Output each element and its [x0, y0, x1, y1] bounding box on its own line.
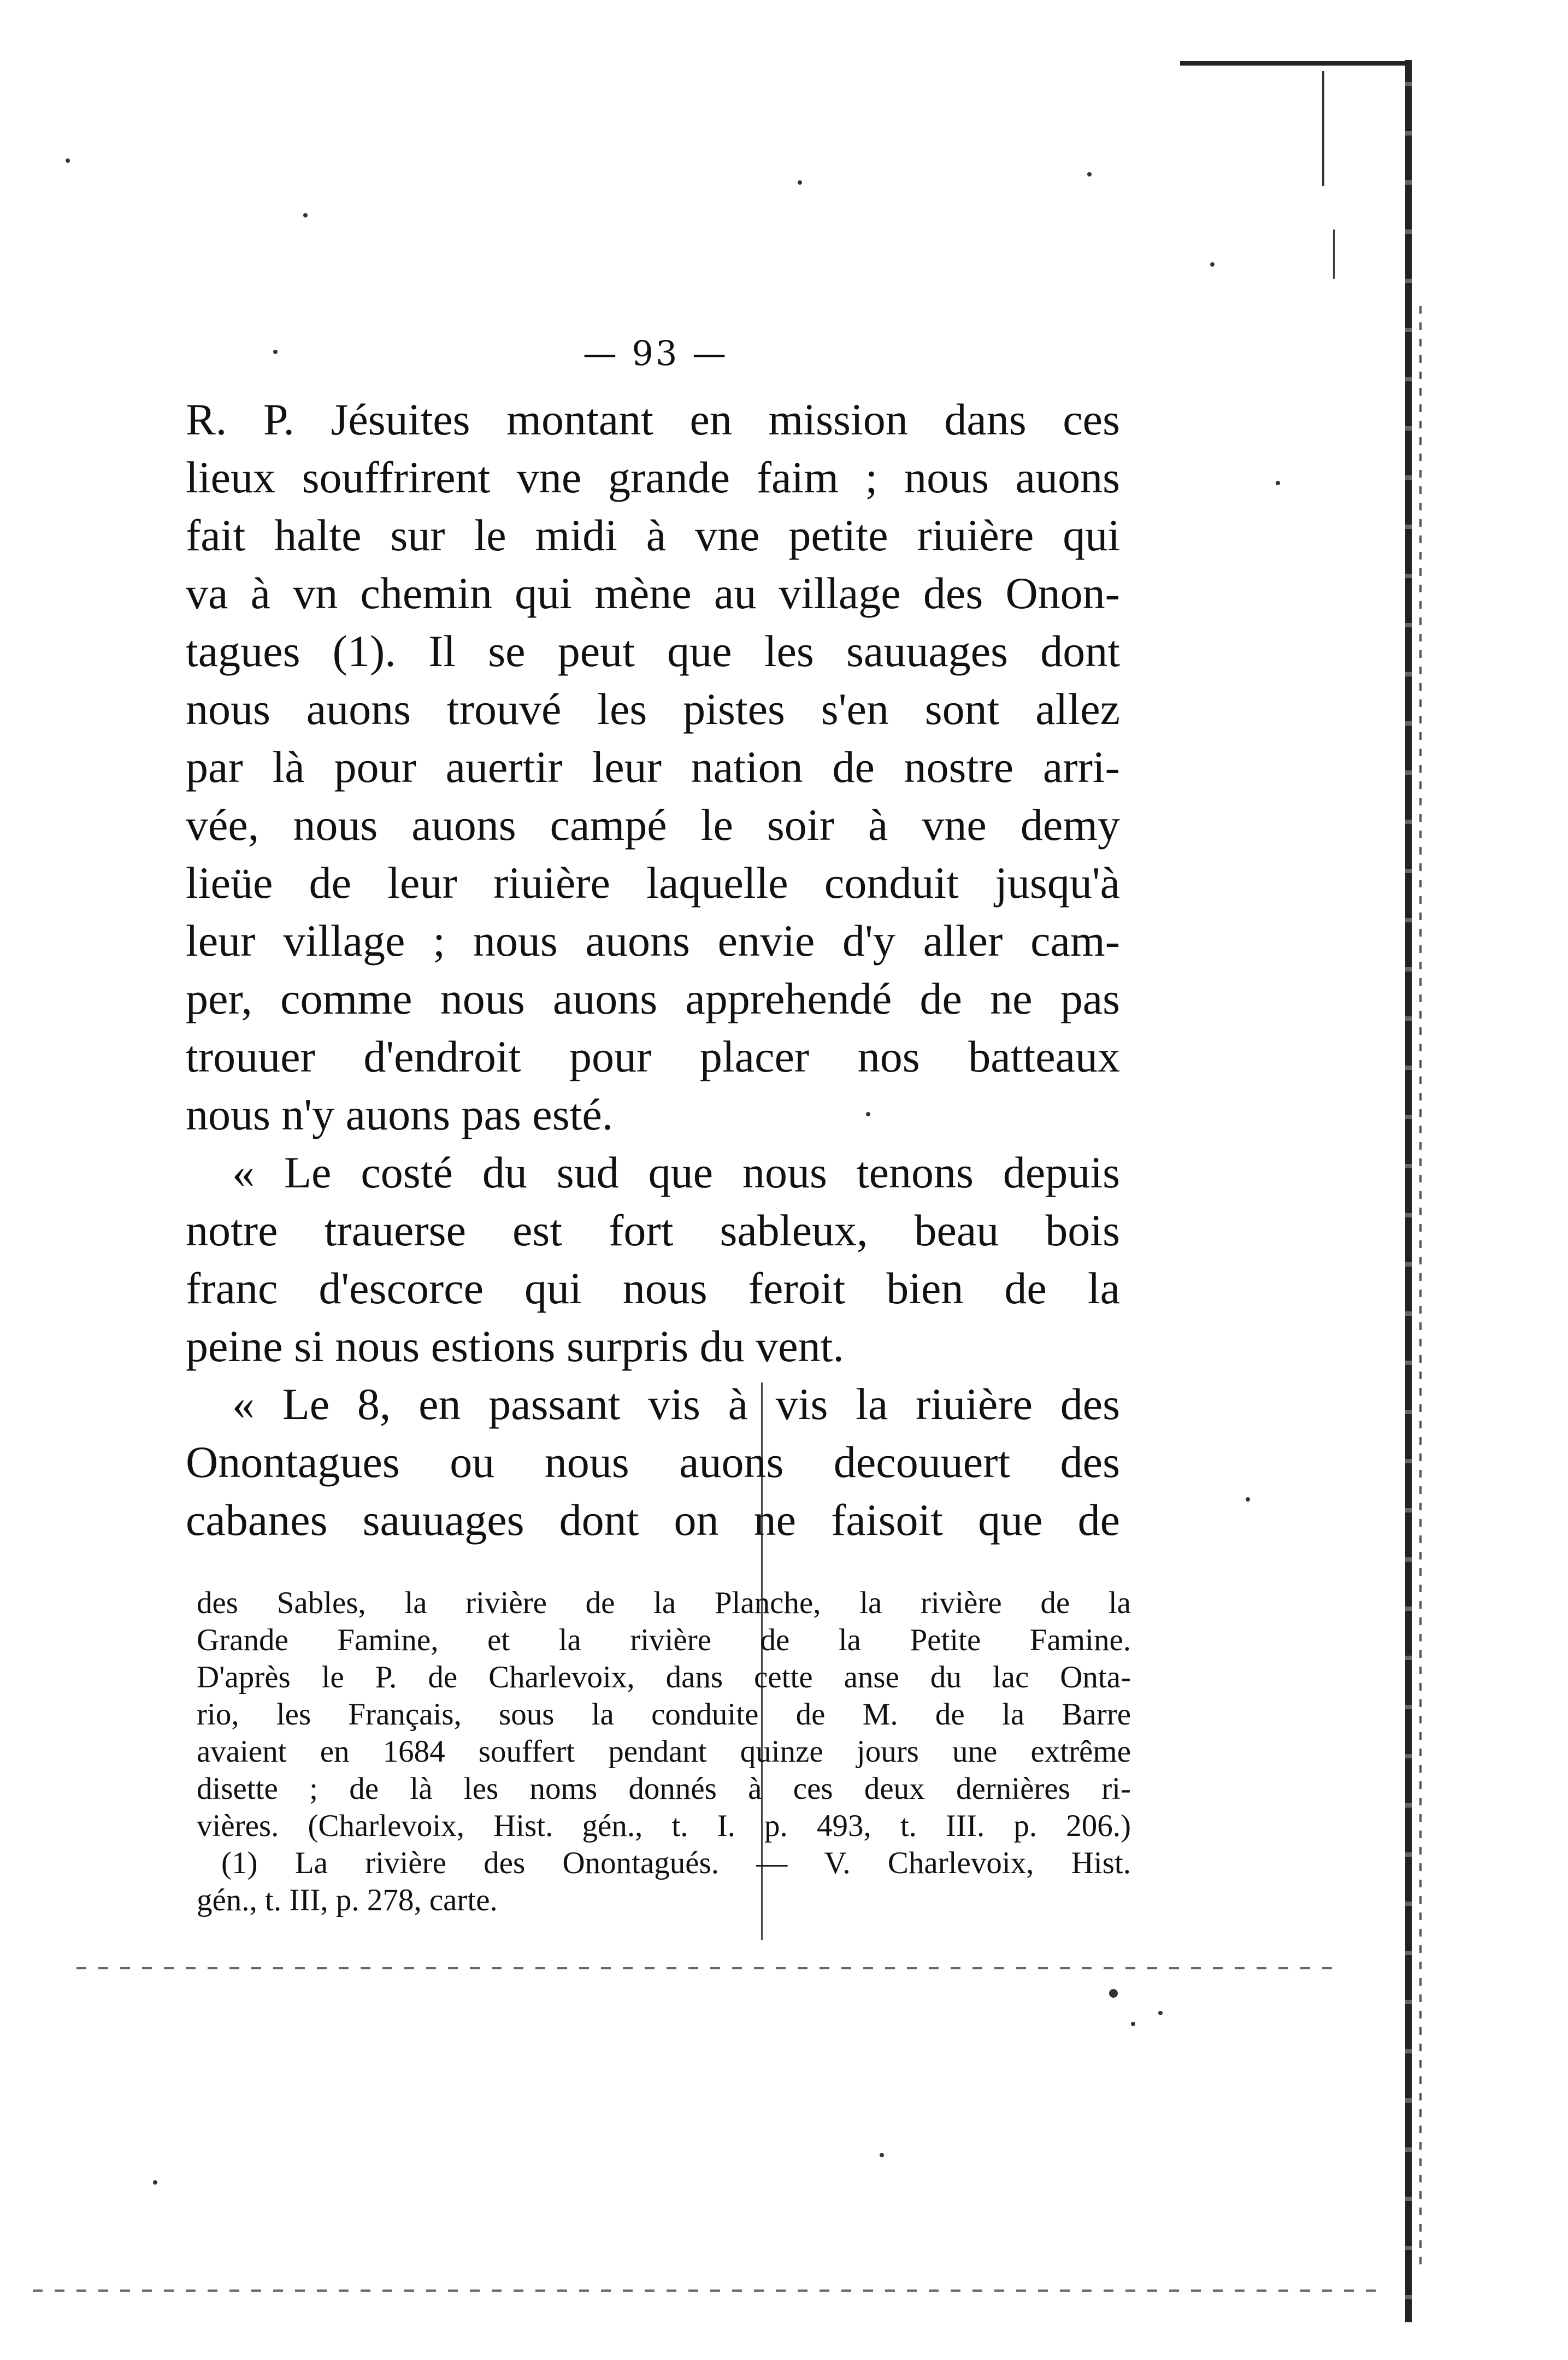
- text-line: per, comme nous auons apprehendé de ne pas: [186, 974, 1120, 1023]
- scan-speck: [1109, 1989, 1118, 1998]
- text-line: Onontagues ou nous auons decouuert des: [186, 1437, 1120, 1487]
- scan-mark-line: [1322, 71, 1324, 186]
- main-text: [186, 391, 1120, 1549]
- scan-speck: [1210, 262, 1215, 267]
- text-line: par là pour auertir leur nation de nostre arri-: [186, 742, 1120, 792]
- scan-speck: [1158, 2011, 1163, 2015]
- footnote-line: avaient en 1684 souffert pendant quinze jours une extrême: [197, 1734, 1131, 1769]
- scan-dash-line: [76, 1967, 1333, 1969]
- text-line: notre trauerse est fort sableux, beau bois: [186, 1205, 1120, 1255]
- text-line: tagues (1). Il se peut que les sauuages dont: [186, 626, 1120, 676]
- text-line: cabanes sauuages dont on ne faisoit que de: [186, 1495, 1120, 1545]
- footnotes: [197, 1585, 1131, 1919]
- scan-speck: [1131, 2022, 1135, 2026]
- footnote-line: Grande Famine, et la rivière de la Petite Famine.: [197, 1623, 1131, 1657]
- footnote-line: gén., t. III, p. 278, carte.: [197, 1883, 498, 1917]
- text-line: peine si nous estions surpris du vent.: [186, 1321, 844, 1371]
- text-line: lieüe de leur riuière laquelle conduit jusqu'à: [186, 858, 1120, 908]
- scan-speck: [1087, 172, 1092, 176]
- text-line: « Le 8, en passant vis à vis la riuière des: [232, 1379, 1120, 1429]
- text-line: franc d'escorce qui nous feroit bien de la: [186, 1263, 1120, 1313]
- text-line: « Le costé du sud que nous tenons depuis: [232, 1147, 1120, 1197]
- footnote-line: disette ; de là les noms donnés à ces deux dernières ri-: [197, 1772, 1131, 1806]
- scan-speck: [798, 180, 802, 185]
- scan-page-edge: [1405, 60, 1412, 2322]
- scan-speck: [153, 2180, 157, 2185]
- scan-speck: [273, 350, 278, 354]
- scan-dash-line: [33, 2290, 1388, 2292]
- scan-speck: [66, 158, 70, 163]
- text-line: lieux souffrirent vne grande faim ; nous auons: [186, 452, 1120, 502]
- text-line: R. P. Jésuites montant en mission dans ces: [186, 395, 1120, 444]
- scan-speck: [880, 2153, 884, 2157]
- footnote-line: des Sables, la rivière de la Planche, la rivière de la: [197, 1586, 1131, 1620]
- footnote-line: vières. (Charlevoix, Hist. gén., t. I. p. 493, t. III. p. 206.): [197, 1809, 1131, 1843]
- text-line: vée, nous auons campé le soir à vne demy: [186, 800, 1120, 850]
- page-number: — 93 —: [582, 333, 729, 373]
- footnote-line: D'après le P. de Charlevoix, dans cette anse du lac Onta-: [197, 1660, 1131, 1694]
- text-line: nous auons trouvé les pistes s'en sont allez: [186, 684, 1120, 734]
- scan-speck: [1276, 481, 1280, 485]
- text-line: fait halte sur le midi à vne petite riuière qui: [186, 510, 1120, 560]
- footnote-line: (1) La rivière des Onontagués. — V. Charlevoix, Hist.: [221, 1846, 1131, 1880]
- scan-edge-rule: [1180, 61, 1410, 66]
- scan-page-edge-inner: [1419, 306, 1422, 2273]
- text-line: trouuer d'endroit pour placer nos batteaux: [186, 1032, 1120, 1081]
- text-line: va à vn chemin qui mène au village des Onon-: [186, 568, 1120, 618]
- scan-speck: [1246, 1497, 1250, 1502]
- text-line: leur village ; nous auons envie d'y aller cam-: [186, 916, 1120, 966]
- text-line: nous n'y auons pas esté.: [186, 1090, 614, 1139]
- scan-speck: [303, 213, 308, 217]
- scan-mark-line: [1333, 229, 1335, 279]
- footnote-line: rio, les Français, sous la conduite de M. de la Barre: [197, 1697, 1131, 1732]
